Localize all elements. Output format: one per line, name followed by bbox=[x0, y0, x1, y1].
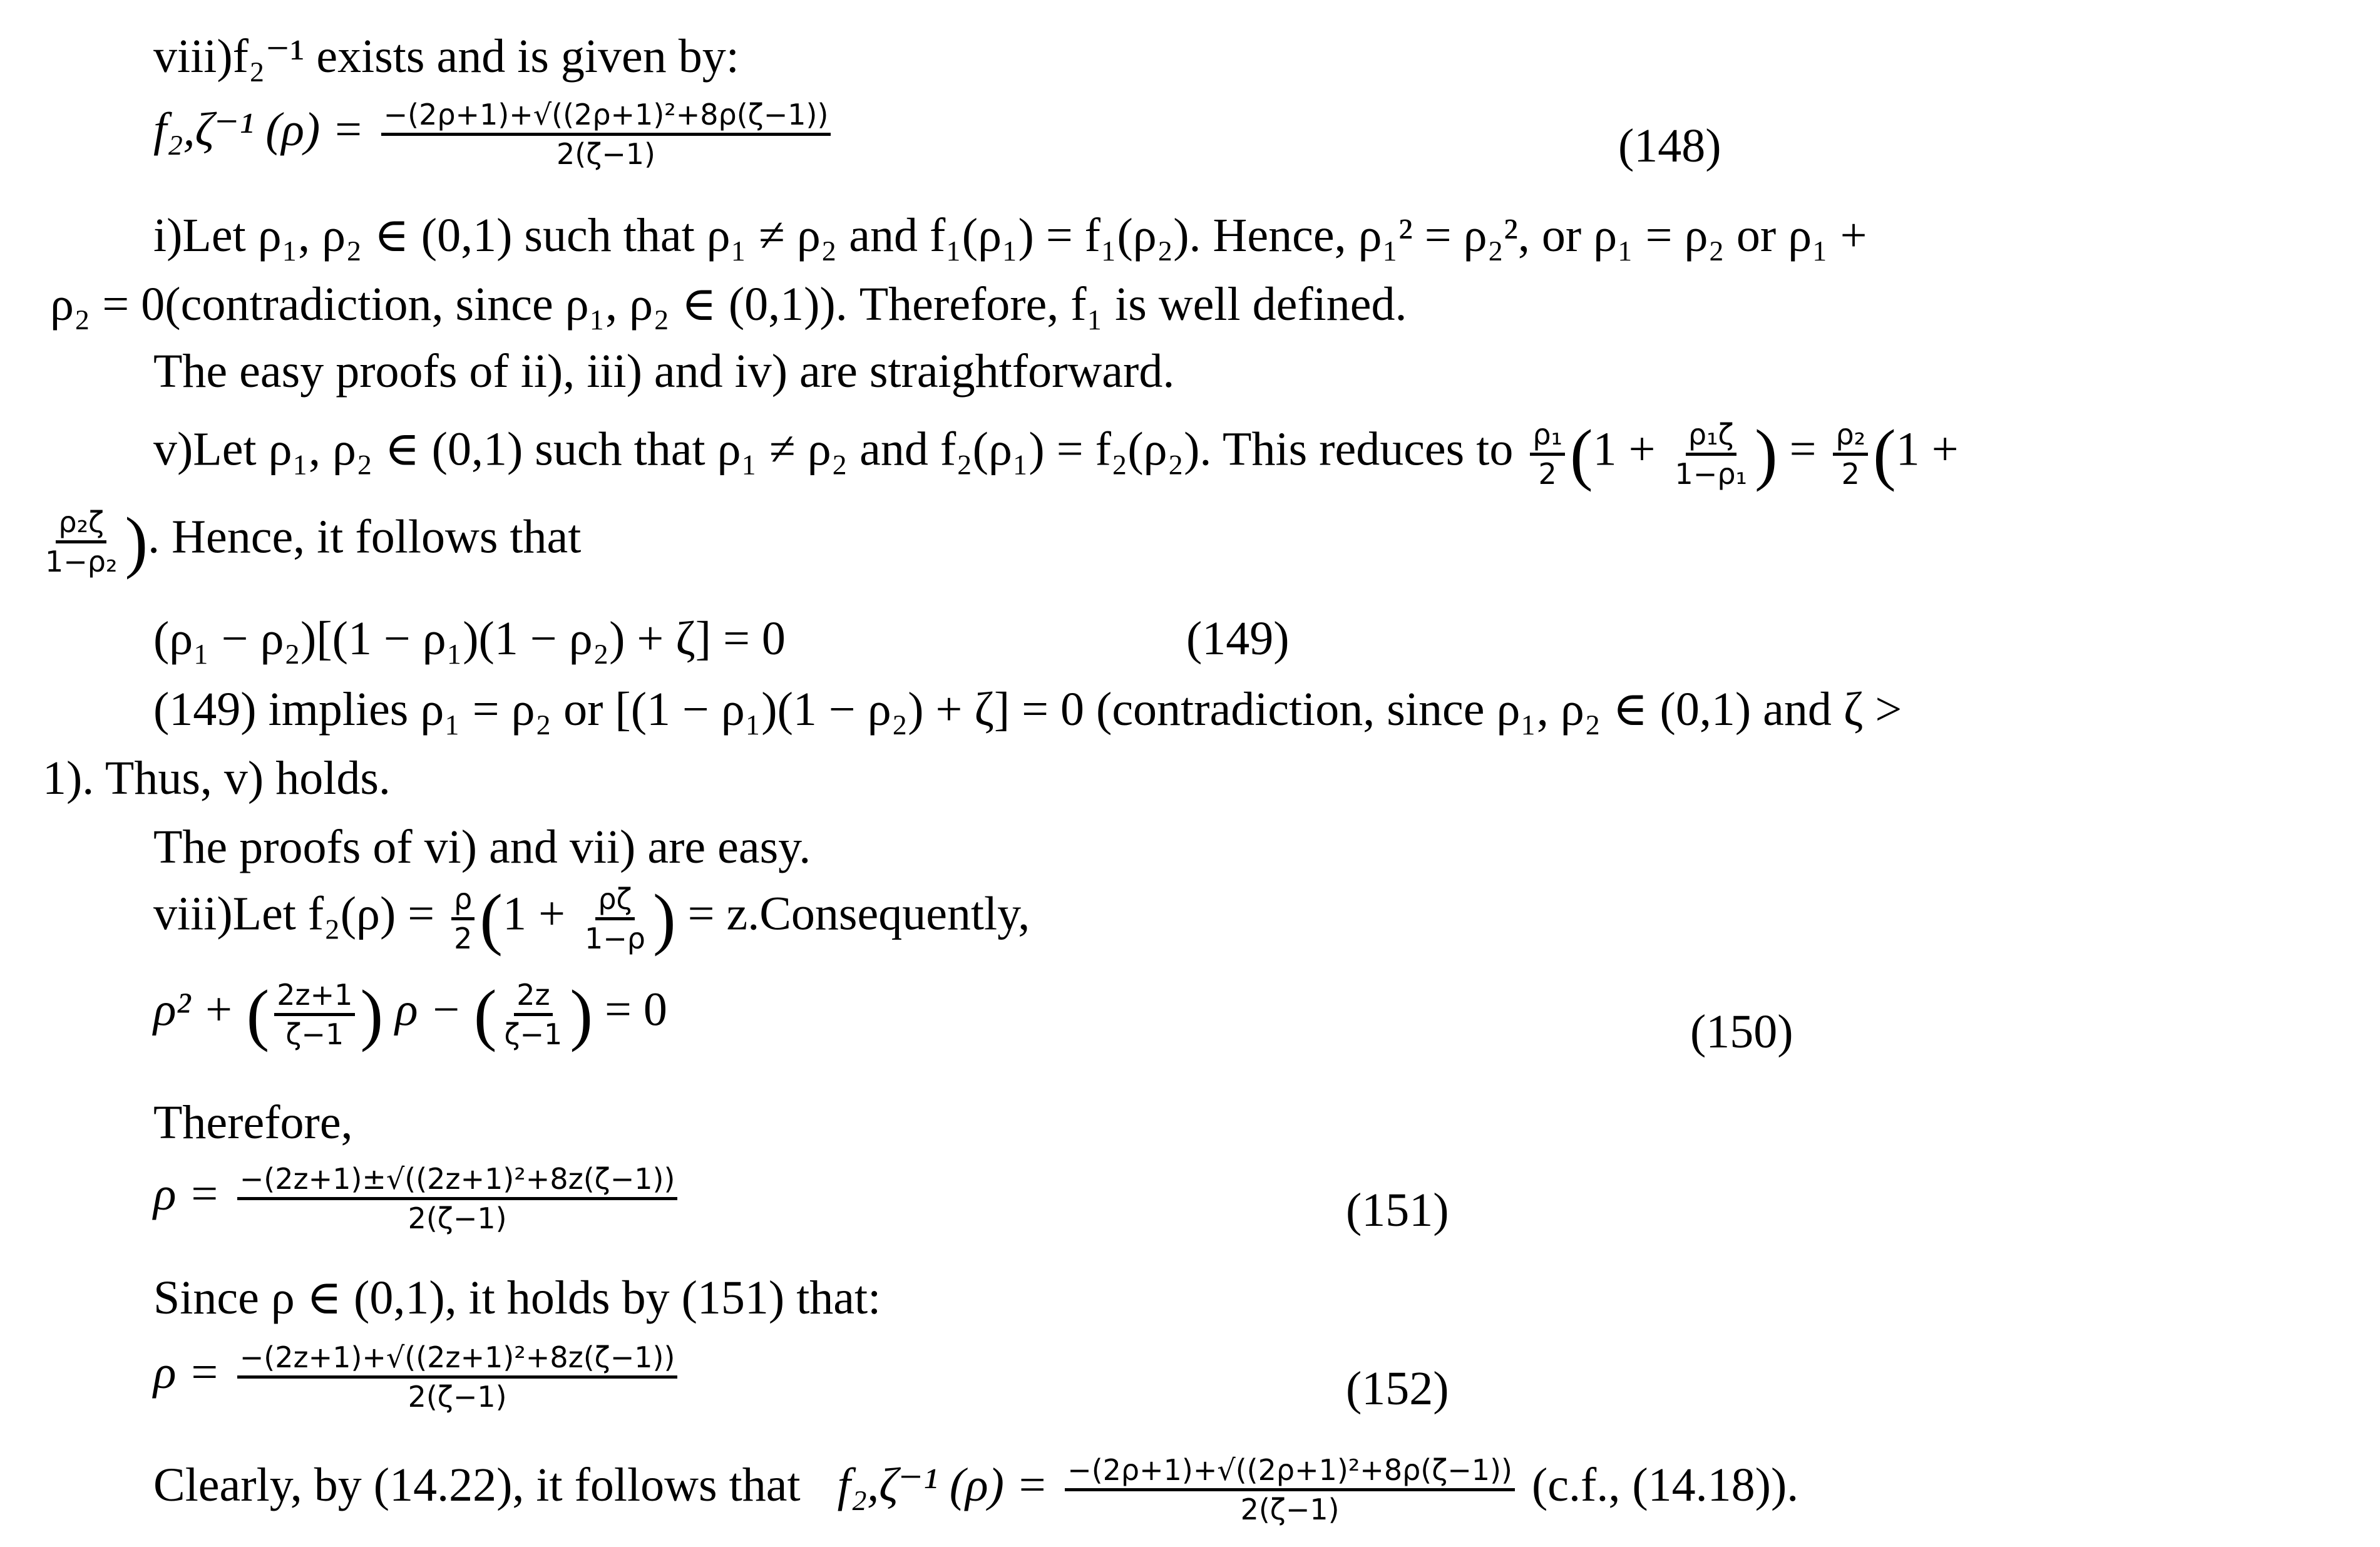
text-line: The proofs of vi) and vii) are easy. bbox=[153, 821, 811, 873]
close-paren: ) bbox=[360, 976, 384, 1052]
text-line: Since ρ ∈ (0,1), it holds by (151) that: bbox=[153, 1272, 881, 1324]
text-line: Therefore, bbox=[153, 1096, 353, 1149]
fraction-numerator: ρ bbox=[451, 885, 474, 920]
close-paren: ) bbox=[1754, 416, 1778, 492]
fraction-denominator: 2(ζ−1) bbox=[557, 137, 655, 171]
fraction-denominator: 2(ζ−1) bbox=[408, 1201, 507, 1235]
equation-number: (148) bbox=[1618, 120, 1721, 172]
fraction-numerator: −(2z+1)+√((2z+1)²+8z(ζ−1)) bbox=[237, 1343, 678, 1379]
open-paren: ( bbox=[473, 976, 497, 1052]
fraction-numerator: −(2ρ+1)+√((2ρ+1)²+8ρ(ζ−1)) bbox=[381, 100, 831, 136]
text-segment: Clearly, by (14.22), it follows that bbox=[153, 1458, 801, 1511]
close-paren: ) bbox=[570, 976, 593, 1052]
open-paren: ( bbox=[246, 976, 270, 1052]
fraction-numerator: 2z+1 bbox=[274, 980, 355, 1016]
fraction-denominator: ζ−1 bbox=[285, 1017, 344, 1051]
fraction-numerator: ρζ bbox=[595, 885, 634, 920]
fraction-denominator: ζ−1 bbox=[504, 1017, 563, 1051]
text-segment: ρ − bbox=[395, 983, 462, 1036]
fraction-numerator: 2z bbox=[514, 980, 552, 1016]
text-segment: = 0 bbox=[604, 983, 667, 1036]
text-line: The easy proofs of ii), iii) and iv) are straightforward. bbox=[153, 345, 1175, 398]
close-paren: ) bbox=[125, 503, 148, 580]
equation-150 bbox=[153, 976, 667, 1052]
fraction-numerator: ρ₂ bbox=[1833, 420, 1868, 456]
fraction bbox=[43, 505, 120, 578]
fraction-numerator: ρ₁ζ bbox=[1686, 420, 1736, 456]
fraction-denominator: 1−ρ₂ bbox=[45, 544, 118, 578]
open-paren: ( bbox=[1570, 416, 1593, 492]
fraction-denominator: 2(ζ−1) bbox=[408, 1380, 507, 1414]
text-segment: ρ² + bbox=[153, 983, 235, 1036]
equation-number: (149) bbox=[1186, 612, 1290, 665]
fraction bbox=[501, 977, 565, 1051]
fraction bbox=[237, 1340, 678, 1414]
fraction bbox=[1065, 1453, 1515, 1526]
equation-lhs: f₂,ζ⁻¹ (ρ) = bbox=[153, 103, 364, 156]
text-line: i)Let ρ₁, ρ₂ ∈ (0,1) such that ρ₁ ≠ ρ₂ and f₁(ρ₁) = f₁(ρ₂). Hence, ρ₁² = ρ₂², or ρ₁ = ρ₂ or ρ₁ + bbox=[153, 209, 1867, 262]
fraction-denominator: 2 bbox=[454, 921, 473, 955]
fraction bbox=[1673, 417, 1750, 491]
close-paren: ) bbox=[652, 880, 676, 957]
fraction bbox=[1530, 417, 1565, 491]
text-segment: (c.f., (14.18)). bbox=[1531, 1458, 1799, 1511]
equation-149: (ρ₁ − ρ₂)[(1 − ρ₁)(1 − ρ₂) + ζ] = 0 bbox=[153, 612, 786, 665]
fraction-numerator: ρ₁ bbox=[1530, 420, 1565, 456]
fraction-denominator: 2 bbox=[1538, 456, 1557, 491]
fraction-numerator: −(2z+1)±√((2z+1)²+8z(ζ−1)) bbox=[237, 1164, 678, 1200]
text-line bbox=[153, 416, 1959, 492]
open-paren: ( bbox=[1873, 416, 1896, 492]
text-segment: 1 + bbox=[1895, 423, 1959, 476]
equation-number: (151) bbox=[1346, 1184, 1449, 1236]
text-segment: 1 + bbox=[1593, 423, 1656, 476]
equation-lhs: ρ = bbox=[153, 1167, 220, 1220]
fraction bbox=[237, 1164, 678, 1233]
fraction bbox=[451, 881, 474, 955]
equation-152 bbox=[153, 1340, 682, 1414]
fraction-numerator: ρ₂ζ bbox=[56, 508, 106, 543]
text-line: (149) implies ρ₁ = ρ₂ or [(1 − ρ₁)(1 − ρ₂) + ζ] = 0 (contradiction, since ρ₁, ρ₂ ∈ (0,1) and ζ > bbox=[153, 683, 1902, 736]
equation-number: (150) bbox=[1690, 1005, 1793, 1058]
equation-lhs: ρ = bbox=[153, 1345, 220, 1399]
fraction-numerator: −(2ρ+1)+√((2ρ+1)²+8ρ(ζ−1)) bbox=[1065, 1456, 1515, 1491]
open-paren: ( bbox=[480, 880, 503, 957]
text-line bbox=[43, 503, 582, 580]
equation-number: (152) bbox=[1346, 1362, 1449, 1415]
text-segment: . Hence, it follows that bbox=[148, 510, 582, 563]
text-line bbox=[153, 880, 1030, 957]
text-segment: v)Let ρ₁, ρ₂ ∈ (0,1) such that ρ₁ ≠ ρ₂ and f₂(ρ₁) = f₂(ρ₂). This reduces to bbox=[153, 423, 1514, 476]
text-line: ρ₂ = 0(contradiction, since ρ₁, ρ₂ ∈ (0,1)). Therefore, f₁ is well defined. bbox=[50, 278, 1407, 331]
text-segment: viii)Let f₂(ρ) = bbox=[153, 887, 435, 940]
text-segment: 1 + bbox=[503, 887, 565, 940]
equation-151 bbox=[153, 1164, 682, 1233]
fraction-denominator: 2(ζ−1) bbox=[1240, 1493, 1340, 1526]
fraction bbox=[381, 98, 831, 171]
equation-lhs: f₂,ζ⁻¹ (ρ) = bbox=[837, 1458, 1049, 1511]
text-segment: = z.Consequently, bbox=[687, 887, 1030, 940]
fraction-denominator: 1−ρ bbox=[584, 921, 645, 955]
fraction bbox=[1833, 417, 1868, 491]
equation-148 bbox=[153, 98, 836, 171]
text-segment: = bbox=[1789, 423, 1817, 476]
fraction bbox=[274, 977, 355, 1051]
fraction-denominator: 1−ρ₁ bbox=[1675, 456, 1747, 491]
text-line bbox=[153, 1453, 1799, 1526]
text-line: viii)f₂⁻¹ exists and is given by: bbox=[153, 30, 739, 83]
fraction-denominator: 2 bbox=[1841, 456, 1860, 491]
fraction bbox=[582, 881, 648, 955]
text-line: 1). Thus, v) holds. bbox=[43, 752, 391, 804]
